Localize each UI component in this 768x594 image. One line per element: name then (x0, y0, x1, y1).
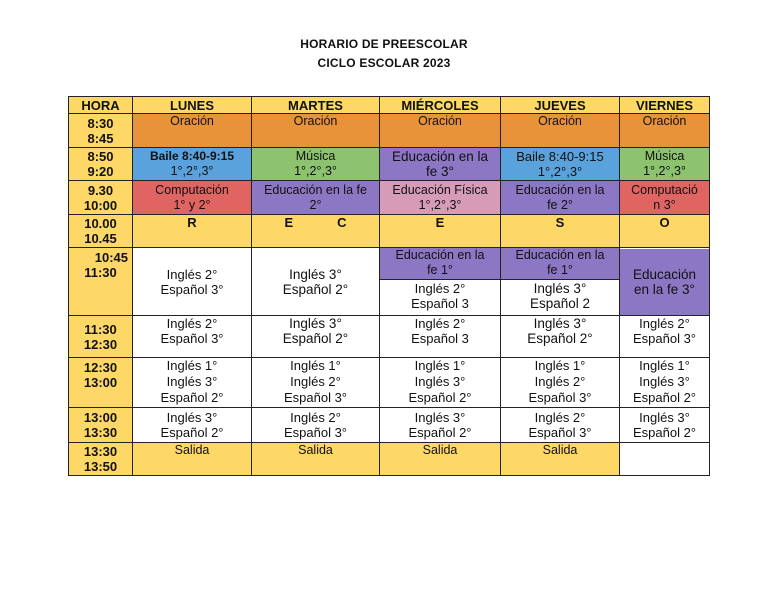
hour-cell (69, 148, 133, 181)
cell-lunes (133, 148, 252, 181)
cell-text: Computación (155, 182, 229, 197)
cell-viernes (620, 358, 710, 408)
cell-text: Inglés 1° (639, 358, 690, 373)
cell-text: Educación (632, 266, 697, 282)
cell-text: Baile 8:40-9:15 (149, 149, 235, 163)
subcell-bottom (380, 280, 500, 315)
cell-text: 1°,2°,3° (294, 164, 337, 178)
cell-text: Inglés 2° (534, 374, 586, 389)
document-title: HORARIO DE PREESCOLAR (300, 37, 468, 51)
document-subtitle: CICLO ESCOLAR 2023 (317, 56, 451, 70)
cell-text: Inglés 2° (290, 410, 341, 425)
cell-text: Salida (422, 443, 458, 457)
cell-martes (252, 248, 380, 316)
hour-cell (69, 408, 133, 443)
hour-cell (69, 316, 133, 358)
cell-text: Inglés 3° (639, 374, 690, 389)
cell-text: Español 3° (528, 390, 592, 405)
cell-lunes (133, 408, 252, 443)
cell-text: Español 2 (529, 296, 591, 311)
cell-viernes (620, 148, 710, 181)
hour-end: 10.45 (84, 231, 117, 246)
cell-text: Español 2° (160, 425, 224, 440)
cell-jueves (501, 215, 620, 248)
cell-text: Inglés 3° (166, 374, 218, 389)
hour-end: 10:00 (83, 197, 118, 213)
cell-text: Español 2° (282, 281, 349, 297)
cell-text: Inglés 1° (290, 358, 341, 373)
cell-viernes (620, 181, 710, 215)
cell-text: Educación en la (515, 182, 605, 197)
table-row (69, 148, 710, 181)
hour-end: 13:50 (83, 459, 118, 474)
hour-end: 13:00 (83, 375, 118, 390)
cell-text: Oración (642, 114, 687, 128)
cell-text: Inglés 1° (414, 358, 466, 373)
cell-text: Español 2° (632, 425, 697, 440)
cell-martes (252, 408, 380, 443)
cell-text: Inglés 2° (166, 316, 218, 331)
cell-text: Inglés 2° (290, 374, 341, 389)
cell-miercoles (380, 215, 501, 248)
cell-lunes (133, 181, 252, 215)
hour-cell (69, 215, 133, 248)
hour-start: 12:30 (83, 360, 118, 375)
recess-letter: E (284, 215, 294, 230)
cell-text: Español 2° (527, 331, 593, 346)
cell-text: Educación en la fe (264, 182, 367, 197)
hour-cell (69, 358, 133, 408)
subcell-top (620, 249, 709, 315)
hour-cell (69, 248, 133, 316)
cell-text: Inglés 3° (289, 266, 342, 282)
cell-text: Español 3 (411, 331, 469, 346)
hour-end: 11:30 (84, 265, 117, 280)
cell-text: Música (644, 149, 685, 163)
cell-miercoles (380, 248, 501, 316)
cell-text: 1°,2°,3° (643, 164, 686, 178)
cell-text: Español 2° (408, 390, 472, 405)
hour-end: 13:30 (83, 425, 118, 440)
cell-text: Inglés 1° (534, 358, 586, 373)
table-row (69, 215, 710, 248)
cell-viernes (620, 408, 710, 443)
cell-text: Inglés 3° (639, 410, 690, 425)
header-viernes: VIERNES (620, 97, 710, 114)
header-martes: MARTES (252, 97, 380, 114)
cell-text: Educación Física (392, 182, 488, 197)
cell-text: Inglés 2° (414, 281, 466, 296)
header-hora: HORA (69, 97, 133, 114)
cell-text: Español 3° (160, 331, 224, 346)
cell-text: Inglés 3° (414, 374, 466, 389)
table-row (69, 181, 710, 215)
cell-miercoles (380, 148, 501, 181)
cell-text: 1°,2°,3° (170, 164, 214, 178)
hour-cell (69, 181, 133, 215)
cell-viernes (620, 443, 710, 476)
table-row (69, 316, 710, 358)
cell-text: Educación en la (391, 149, 489, 164)
cell-text: Oración (170, 114, 214, 128)
hour-start: 9.30 (87, 182, 114, 198)
cell-viernes (620, 316, 710, 358)
cell-text: Inglés 2° (166, 266, 218, 282)
cell-text: 2° (309, 197, 322, 212)
recess-letter: E (435, 215, 445, 230)
hour-start: 11:30 (84, 321, 117, 337)
cell-viernes (620, 248, 710, 316)
cell-miercoles (380, 114, 501, 148)
table-row (69, 443, 710, 476)
cell-martes (252, 358, 380, 408)
recess-letter: O (659, 215, 670, 230)
hour-end: 12:30 (83, 336, 118, 352)
cell-text: Español 3° (283, 390, 348, 405)
cell-jueves (501, 148, 620, 181)
cell-jueves (501, 316, 620, 358)
table-row (69, 358, 710, 408)
cell-text: fe 1° (547, 263, 573, 277)
cell-jueves (501, 358, 620, 408)
cell-text: Oración (293, 114, 338, 128)
cell-text: Inglés 2° (414, 316, 466, 331)
cell-jueves (501, 408, 620, 443)
cell-text: Oración (418, 114, 462, 128)
cell-text: Inglés 2° (639, 316, 690, 331)
cell-text: Música (295, 149, 336, 163)
cell-text: 1°,2°,3° (537, 164, 583, 179)
header-miercoles: MIÉRCOLES (380, 97, 501, 114)
header-lunes: LUNES (133, 97, 252, 114)
hour-end: 9:20 (87, 164, 114, 179)
cell-martes (252, 148, 380, 181)
cell-miercoles (380, 181, 501, 215)
header-row (69, 97, 710, 114)
cell-jueves (501, 181, 620, 215)
schedule-table (68, 96, 710, 476)
cell-text: Español 3° (632, 331, 697, 346)
hour-cell (69, 114, 133, 148)
hour-start: 8:50 (87, 149, 114, 164)
cell-jueves (501, 248, 620, 316)
hour-end: 8:45 (87, 130, 114, 146)
cell-text: Español 3° (160, 281, 224, 297)
table-row (69, 114, 710, 148)
cell-jueves (501, 114, 620, 148)
cell-text: Inglés 1° (166, 358, 218, 373)
cell-miercoles (380, 316, 501, 358)
cell-text: Salida (298, 443, 333, 457)
cell-miercoles (380, 443, 501, 476)
hour-start: 10:45 (94, 250, 128, 265)
hour-start: 13:30 (83, 444, 118, 459)
cell-lunes (133, 443, 252, 476)
cell-viernes (620, 114, 710, 148)
cell-text: Oración (538, 114, 582, 128)
subcell-top (501, 248, 619, 280)
cell-text: n 3° (653, 197, 676, 212)
cell-text: Salida (174, 443, 210, 457)
cell-martes (252, 316, 380, 358)
cell-text: Inglés 3° (533, 316, 587, 331)
header-jueves: JUEVES (501, 97, 620, 114)
cell-viernes (620, 215, 710, 248)
cell-text: Inglés 3° (289, 316, 342, 331)
cell-miercoles (380, 408, 501, 443)
cell-jueves (501, 443, 620, 476)
cell-lunes (133, 316, 252, 358)
subcell-bottom (501, 280, 619, 315)
cell-lunes (133, 248, 252, 316)
recess-letter: S (555, 215, 565, 230)
recess-letter: C (337, 215, 347, 230)
cell-text: Baile 8:40-9:15 (516, 149, 604, 164)
hour-cell (69, 443, 133, 476)
cell-miercoles (380, 358, 501, 408)
cell-text: Inglés 2° (534, 410, 586, 425)
cell-text: fe 1° (427, 263, 453, 277)
cell-text: Español 2° (282, 331, 349, 346)
cell-lunes (133, 215, 252, 248)
cell-text: en la fe 3° (634, 281, 695, 297)
subcell-top (380, 248, 500, 280)
cell-text: Español 3° (528, 425, 592, 440)
cell-text: Español 2° (160, 390, 224, 405)
cell-text: Educación en la (515, 248, 605, 262)
cell-text: Computació (631, 182, 698, 197)
cell-text: fe 2° (547, 197, 573, 212)
cell-text: Español 2° (632, 390, 697, 405)
cell-text: Español 3° (283, 425, 348, 440)
cell-martes (252, 181, 380, 215)
cell-text: Salida (542, 443, 578, 457)
hour-start: 10.00 (84, 216, 117, 231)
cell-text: Inglés 3° (166, 410, 218, 425)
cell-text: Inglés 3° (414, 410, 466, 425)
cell-text: fe 3° (426, 164, 454, 179)
hour-start: 13:00 (83, 410, 118, 425)
cell-lunes (133, 358, 252, 408)
cell-text: 1°,2°,3° (418, 197, 462, 212)
recess-letter: R (187, 215, 197, 230)
cell-text: 1° y 2° (173, 197, 211, 212)
cell-text: Español 3 (411, 296, 469, 311)
cell-martes (252, 114, 380, 148)
table-row (69, 408, 710, 443)
hour-start: 8:30 (87, 115, 114, 131)
cell-lunes (133, 114, 252, 148)
cell-martes (252, 215, 380, 248)
cell-martes (252, 443, 380, 476)
table-row (69, 248, 710, 316)
cell-text: Educación en la (395, 248, 485, 262)
cell-text: Inglés 3° (533, 281, 587, 296)
cell-text: Español 2° (408, 425, 472, 440)
